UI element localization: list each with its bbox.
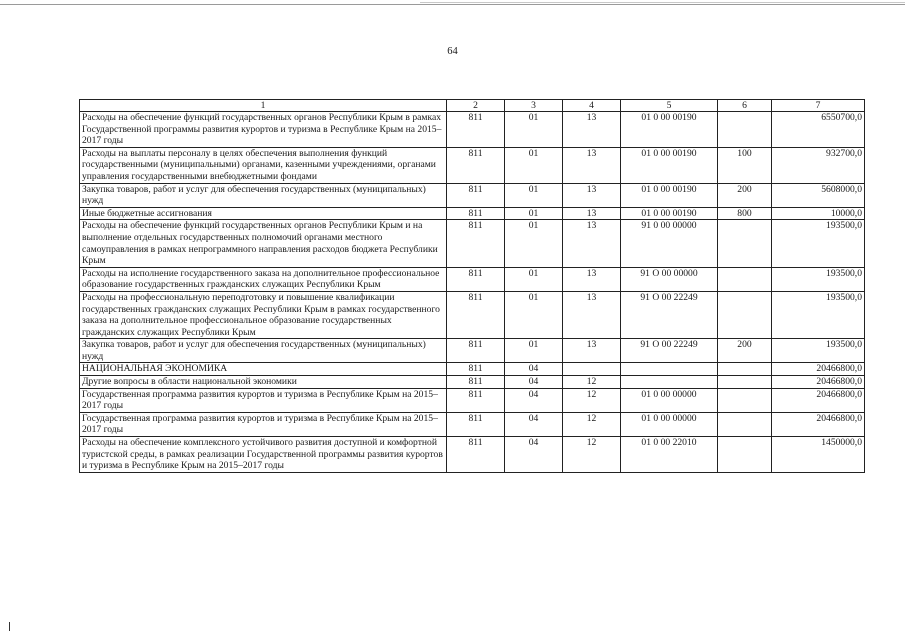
row-name-cell: Иные бюджетные ассигнования	[80, 207, 447, 220]
subsection-code-cell: 13	[563, 207, 621, 220]
subsection-code-cell	[563, 363, 621, 376]
page-number: 64	[447, 46, 458, 57]
gr-code-cell: 811	[447, 183, 505, 207]
section-code-cell: 04	[505, 412, 563, 436]
amount-cell: 193500,0	[772, 339, 865, 363]
subsection-code-cell: 13	[563, 220, 621, 267]
section-code-cell: 01	[505, 220, 563, 267]
expense-type-cell	[718, 220, 772, 267]
gr-code-cell: 811	[447, 339, 505, 363]
section-code-cell: 04	[505, 363, 563, 376]
row-name-cell: Закупка товаров, работ и услуг для обеспечения государственных (муниципальных) нужд	[80, 183, 447, 207]
target-article-cell	[621, 376, 718, 389]
gr-code-cell: 811	[447, 220, 505, 267]
target-article-cell: 01 0 00 00190	[621, 147, 718, 183]
amount-cell: 1450000,0	[772, 437, 865, 473]
row-name-cell: Расходы на обеспечение функций государственных органов Республики Крым и на выполнение отдельных государственных полномочий органами местного самоуправления в рамках непрограммного направления расходов бюджета Республики Крым	[80, 220, 447, 267]
amount-cell: 20466800,0	[772, 376, 865, 389]
target-article-cell: 01 0 00 00190	[621, 207, 718, 220]
column-header: 7	[772, 100, 865, 112]
gr-code-cell: 811	[447, 207, 505, 220]
table-row	[80, 207, 865, 220]
amount-cell: 5608000,0	[772, 183, 865, 207]
section-code-cell: 01	[505, 339, 563, 363]
target-article-cell	[621, 363, 718, 376]
subsection-code-cell: 13	[563, 267, 621, 291]
target-article-cell: 01 0 00 00000	[621, 388, 718, 412]
expense-type-cell	[718, 388, 772, 412]
row-name-cell: Закупка товаров, работ и услуг для обеспечения государственных (муниципальных) нужд	[80, 339, 447, 363]
row-name-cell: Государственная программа развития курортов и туризма в Республике Крым на 2015–2017 годы	[80, 388, 447, 412]
scan-mark	[9, 622, 10, 631]
subsection-code-cell: 12	[563, 412, 621, 436]
subsection-code-cell: 12	[563, 376, 621, 389]
amount-cell: 932700,0	[772, 147, 865, 183]
section-code-cell: 01	[505, 207, 563, 220]
amount-cell: 20466800,0	[772, 363, 865, 376]
table-row	[80, 339, 865, 363]
table-row	[80, 412, 865, 436]
amount-cell: 193500,0	[772, 291, 865, 338]
gr-code-cell: 811	[447, 147, 505, 183]
subsection-code-cell: 12	[563, 388, 621, 412]
column-header: 2	[447, 100, 505, 112]
expense-type-cell: 100	[718, 147, 772, 183]
subsection-code-cell: 13	[563, 291, 621, 338]
section-code-cell: 01	[505, 147, 563, 183]
row-name-cell: Расходы на исполнение государственного заказа на дополнительное профессиональное образование государственных гражданских служащих Республики Крым	[80, 267, 447, 291]
gr-code-cell: 811	[447, 363, 505, 376]
table-row	[80, 147, 865, 183]
gr-code-cell: 811	[447, 376, 505, 389]
page-top-rule-shadow	[420, 2, 905, 3]
target-article-cell: 91 0 00 00000	[621, 220, 718, 267]
expense-type-cell	[718, 112, 772, 148]
amount-cell: 193500,0	[772, 220, 865, 267]
row-name-cell: Расходы на выплаты персоналу в целях обеспечения выполнения функций государственными (муниципальными) органами, казенными учреждениями, органами управления государственными внебюджетными фондами	[80, 147, 447, 183]
section-code-cell: 01	[505, 267, 563, 291]
gr-code-cell: 811	[447, 291, 505, 338]
subsection-code-cell: 13	[563, 339, 621, 363]
gr-code-cell: 811	[447, 267, 505, 291]
section-code-cell: 04	[505, 376, 563, 389]
table-row	[80, 291, 865, 338]
target-article-cell: 01 0 00 00000	[621, 412, 718, 436]
table-row	[80, 376, 865, 389]
expense-type-cell: 800	[718, 207, 772, 220]
table-header-row	[80, 100, 865, 112]
target-article-cell: 91 О 00 22249	[621, 291, 718, 338]
row-name-cell: НАЦИОНАЛЬНАЯ ЭКОНОМИКА	[80, 363, 447, 376]
table-row	[80, 363, 865, 376]
amount-cell: 6550700,0	[772, 112, 865, 148]
gr-code-cell: 811	[447, 412, 505, 436]
gr-code-cell: 811	[447, 388, 505, 412]
table-row	[80, 220, 865, 267]
subsection-code-cell: 13	[563, 147, 621, 183]
gr-code-cell: 811	[447, 437, 505, 473]
gr-code-cell: 811	[447, 112, 505, 148]
expense-type-cell	[718, 291, 772, 338]
expense-type-cell: 200	[718, 183, 772, 207]
table-row	[80, 267, 865, 291]
row-name-cell: Расходы на профессиональную переподготовку и повышение квалификации государственных гражданских служащих Республики Крым в рамках государственного заказа на дополнительное профессиональное образование государственных гражданских служащих Республики Крым	[80, 291, 447, 338]
row-name-cell: Расходы на обеспечение комплексного устойчивого развития доступной и комфортной туристской среды, в рамках реализации Государственной программы развития курортов и туризма в Республике Крым на 2015–2017 годы	[80, 437, 447, 473]
table-row	[80, 183, 865, 207]
target-article-cell: 01 0 00 00190	[621, 183, 718, 207]
column-header: 3	[505, 100, 563, 112]
section-code-cell: 01	[505, 291, 563, 338]
section-code-cell: 04	[505, 437, 563, 473]
row-name-cell: Государственная программа развития курортов и туризма в Республике Крым на 2015–2017 годы	[80, 412, 447, 436]
section-code-cell: 01	[505, 112, 563, 148]
expense-type-cell	[718, 363, 772, 376]
section-code-cell: 01	[505, 183, 563, 207]
expense-type-cell	[718, 376, 772, 389]
target-article-cell: 01 0 00 22010	[621, 437, 718, 473]
column-header: 4	[563, 100, 621, 112]
budget-table	[79, 99, 865, 473]
expense-type-cell	[718, 267, 772, 291]
target-article-cell: 91 О 00 00000	[621, 267, 718, 291]
page-top-rule	[0, 4, 905, 5]
expense-type-cell: 200	[718, 339, 772, 363]
expense-type-cell	[718, 437, 772, 473]
target-article-cell: 01 0 00 00190	[621, 112, 718, 148]
table-row	[80, 437, 865, 473]
amount-cell: 20466800,0	[772, 412, 865, 436]
amount-cell: 20466800,0	[772, 388, 865, 412]
table-row	[80, 388, 865, 412]
subsection-code-cell: 13	[563, 112, 621, 148]
expense-type-cell	[718, 412, 772, 436]
row-name-cell: Расходы на обеспечение функций государственных органов Республики Крым в рамках Государственной программы развития курортов и туризма в Республике Крым на 2015–2017 годы	[80, 112, 447, 148]
column-header: 6	[718, 100, 772, 112]
table-row	[80, 112, 865, 148]
target-article-cell: 91 О 00 22249	[621, 339, 718, 363]
column-header: 1	[80, 100, 447, 112]
column-header: 5	[621, 100, 718, 112]
amount-cell: 10000,0	[772, 207, 865, 220]
amount-cell: 193500,0	[772, 267, 865, 291]
section-code-cell: 04	[505, 388, 563, 412]
subsection-code-cell: 13	[563, 183, 621, 207]
row-name-cell: Другие вопросы в области национальной экономики	[80, 376, 447, 389]
subsection-code-cell: 12	[563, 437, 621, 473]
